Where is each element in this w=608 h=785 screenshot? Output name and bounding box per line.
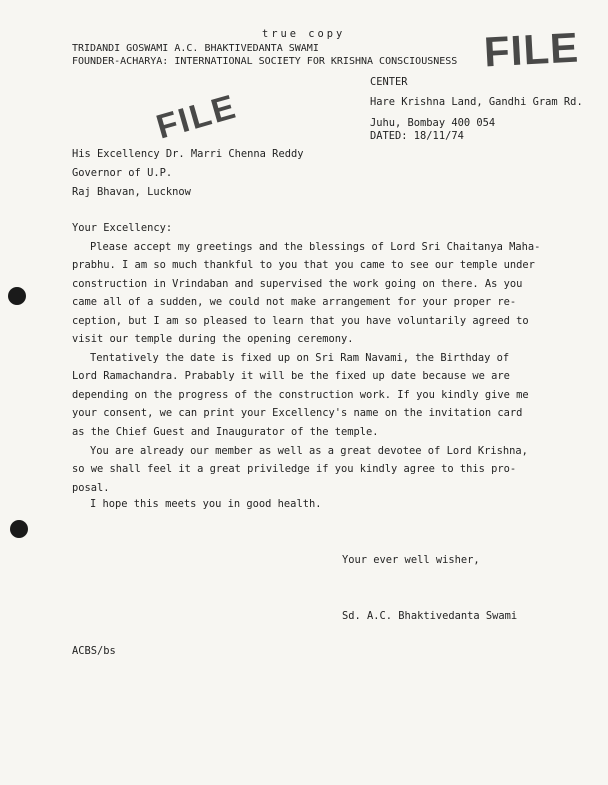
address-line-2: Juhu, Bombay 400 054	[370, 117, 496, 129]
body-line: Lord Ramachandra. Prabably it will be the fixed up date because we are	[72, 370, 510, 383]
body-paragraph-2	[72, 349, 542, 441]
body-line: as the Chief Guest and Inaugurator of the temple.	[72, 425, 379, 438]
body-line: visit our temple during the opening ceremony.	[72, 333, 354, 346]
recipient-line-2: Governor of U.P.	[72, 167, 173, 179]
body-line: Tentatively the date is fixed up on Sri Ram Navami, the Birthday of	[90, 352, 510, 364]
body-line: your consent, we can print your Excellency's name on the invitation card	[72, 407, 523, 420]
body-line: came all of a sudden, we could not make arrangement for your proper re-	[72, 296, 517, 309]
body-line: You are already our member as well as a great devotee of Lord Krishna,	[90, 445, 528, 457]
file-stamp-top: FILE	[482, 23, 581, 76]
body-line: prabhu. I am so much thankful to you that you came to see our temple under	[72, 259, 535, 272]
body-line: Please accept my greetings and the blessings of Lord Sri Chaitanya Maha-	[90, 241, 541, 253]
reference-initials: ACBS/bs	[72, 645, 116, 657]
sender-name: TRIDANDI GOSWAMI A.C. BHAKTIVEDANTA SWAMI	[72, 43, 319, 54]
salutation: Your Excellency:	[72, 222, 173, 234]
body-paragraph-3	[72, 442, 542, 497]
body-line: posal.	[72, 481, 110, 494]
letter-date: DATED: 18/11/74	[370, 130, 464, 142]
punch-hole-top	[8, 287, 26, 305]
body-line: ception, but I am so pleased to learn that you have voluntarily agreed to	[72, 314, 529, 327]
recipient-line-3: Raj Bhavan, Lucknow	[72, 186, 191, 198]
sender-title: FOUNDER-ACHARYA: INTERNATIONAL SOCIETY FOR KRISHNA CONSCIOUSNESS	[72, 56, 458, 67]
signature: Sd. A.C. Bhaktivedanta Swami	[342, 610, 518, 622]
body-line: construction in Vrindaban and supervised the work going on there. As you	[72, 277, 523, 290]
copy-note: true copy	[262, 28, 346, 40]
body-line: depending on the progress of the construction work. If you kindly give me	[72, 388, 529, 401]
punch-hole-bottom	[10, 520, 28, 538]
valediction: Your ever well wisher,	[342, 554, 480, 566]
body-paragraph-4: I hope this meets you in good health.	[90, 498, 322, 510]
address-line-1: Hare Krishna Land, Gandhi Gram Rd.	[370, 96, 583, 108]
file-stamp-middle: FILE	[152, 87, 242, 147]
recipient-line-1: His Excellency Dr. Marri Chenna Reddy	[72, 148, 304, 160]
center-label: CENTER	[370, 76, 408, 88]
body-paragraph-1	[72, 238, 542, 348]
body-line: so we shall feel it a great priviledge if you kindly agree to this pro-	[72, 463, 517, 476]
